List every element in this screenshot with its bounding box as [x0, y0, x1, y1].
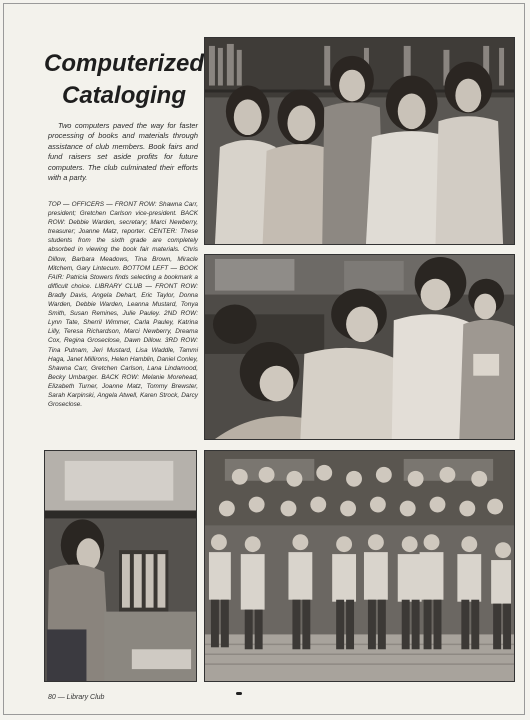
bookmark-photo-image	[45, 451, 196, 681]
print-speck	[236, 692, 242, 695]
title-line-2: Cataloging	[62, 82, 186, 109]
officers-photo-image	[205, 38, 514, 244]
intro-paragraph: Two computers paved the way for faster processing of books and materials through assistance of club members. Book fairs and fund raisers set aside profits for future computers. The club culminated their efforts with a party.	[48, 121, 198, 183]
officers-photo	[204, 37, 515, 245]
page-folio: 80 — Library Club	[48, 694, 105, 701]
book-fair-photo	[204, 254, 515, 440]
title-line-1: Computerized	[44, 50, 205, 77]
page-title	[44, 48, 204, 112]
library-club-photo-image	[205, 451, 514, 681]
book-fair-photo-image	[205, 255, 514, 439]
bookmark-photo	[44, 450, 197, 682]
yearbook-page	[3, 3, 525, 715]
library-club-photo	[204, 450, 515, 682]
photo-captions: TOP — OFFICERS — FRONT ROW: Shawna Carr, president; Gretchen Carlson vice-president. BACK ROW: Debbie Warden, secretary; Marci Newberry, treasurer; Joanne Matz, reporter. CENTER: These students from the sixth grade are completely absorbed in viewing the book fair materials. Chris Dillow, Barbara Meadows, Tina Brown, Miracle Mitchem, Gary Lintecum. BOTTOM LEFT — BOOK FAIR: Patricia Stowers finds selecting a bookmark a difficult choice. LIBRARY CLUB — FRONT ROW: Bradly Davis, Angela Dehart, Eric Taylor, Donna Warden, Debbie Warden, Leanna Mustard, Tonya Smith, Susan Remines, Julie Pauley. 2ND ROW: Lynn Tate, Sherril Wimmer, Carla Pauley, Katrina Lilly, Teresa Richardson, Marci Newberry, Dreama Cox, Regina Groseclose, Dawn Dillow. 3RD ROW: Tina Putnam, Jeri Mustard, Lisa Waddle, Tammi Haga, Janet Millirons, Helen Hamblin, Daniel Conley, Shawna Carr, Gretchen Carlson, Lana Lindamood, Becky Umbarger. BACK ROW: Melanie Morehead, Elizabeth Turner, Joanne Matz, Tommy Brewster, Sarah Karpinski, Angela Atwell, Karen Strock, Darcy Groseclose.	[48, 201, 198, 409]
